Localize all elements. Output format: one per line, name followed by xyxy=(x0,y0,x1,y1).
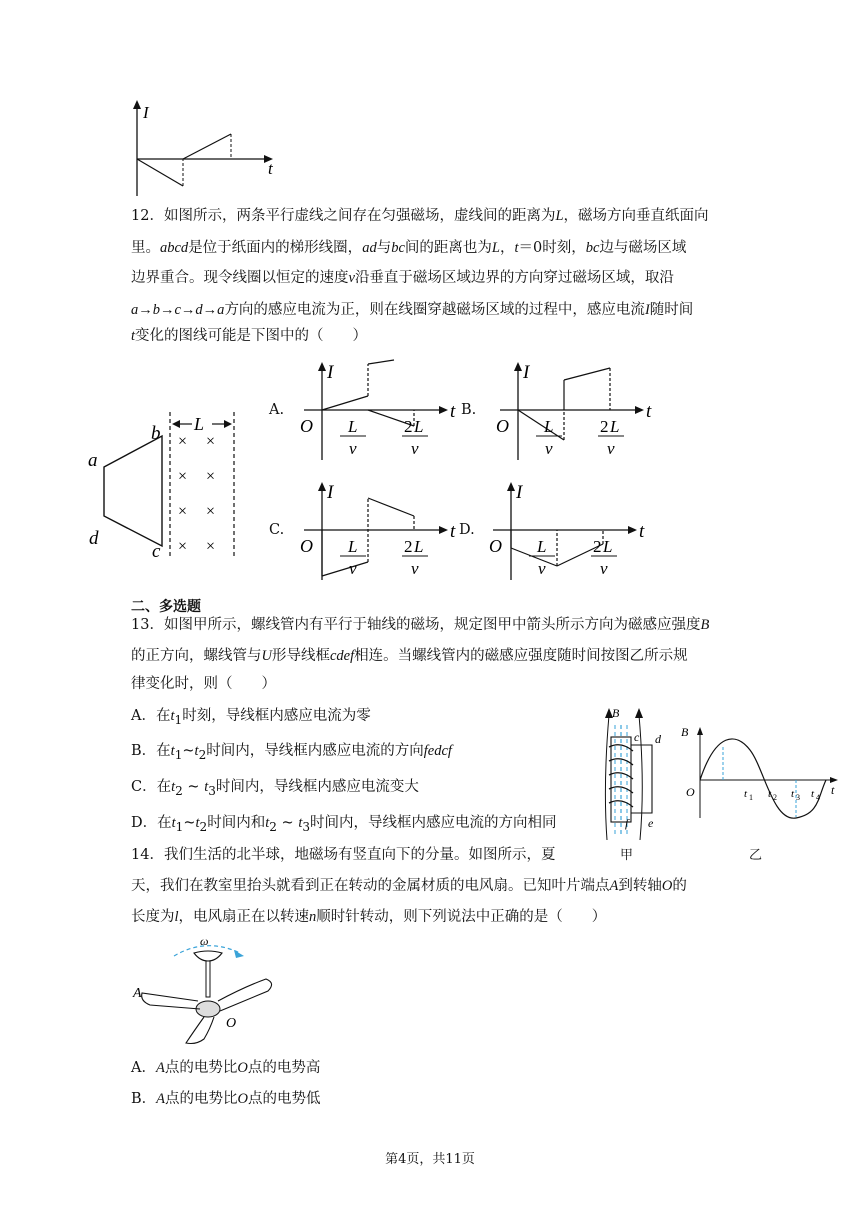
origin-label-O: O xyxy=(489,536,502,556)
svg-text:v: v xyxy=(607,439,615,458)
origin-label-O: O xyxy=(496,416,509,436)
tick-label-L-num: L xyxy=(348,537,358,556)
q14-option-B: B．A点的电势比O点的电势低 xyxy=(131,1091,321,1107)
q13-option-B: B．在$t_1\sim t_2$时间内，导线框内感应电流的方向fedcf xyxy=(131,743,452,762)
svg-text:L: L xyxy=(414,417,424,436)
q14-line2: 天，我们在教室里抬头就看到正在转动的金属材质的电风扇。已知叶片端点A到转轴O的 xyxy=(131,878,687,894)
svg-text:×: × xyxy=(178,538,188,555)
graph-segment xyxy=(322,562,368,576)
tick-label-L-num: L xyxy=(537,537,547,556)
option-label-D: D. xyxy=(459,522,475,538)
tick-label-2L-num: 2 xyxy=(404,537,413,556)
axis-label-I: I xyxy=(327,362,334,383)
q12-line1: 12．如图所示，两条平行虚线之间存在匀强磁场，虚线间的距离为L，磁场方向垂直纸面向 xyxy=(131,208,709,224)
bt-tick-t4: t xyxy=(811,788,815,800)
ceiling-fan-figure xyxy=(130,935,290,1045)
svg-text:v: v xyxy=(349,439,357,458)
svg-text:4: 4 xyxy=(816,793,820,802)
vertex-a: a xyxy=(88,450,98,471)
svg-text:L: L xyxy=(610,417,620,436)
vertex-c: c xyxy=(152,541,161,562)
q12-line4: a→b→c→d→a方向的感应电流为正，则在线圈穿越磁场区域的过程中，感应电流I随时间 xyxy=(131,302,694,318)
tick-label-2L-num: 2 xyxy=(404,417,413,436)
tick-label-2L-num: 2 xyxy=(593,537,602,556)
q13-line3: 律变化时，则（ ） xyxy=(131,676,276,692)
graph-segment xyxy=(368,360,394,364)
q13-line2: 的正方向，螺线管与U形导线框cdef相连。当螺线管内的磁感应强度随时间按图乙所示规 xyxy=(131,648,688,664)
section-heading: 二、多选题 xyxy=(131,598,201,614)
origin-label-O: O xyxy=(300,416,313,436)
graph-segment xyxy=(511,548,557,566)
q12-line2: 里。abcd是位于纸面内的梯形线圈，ad与bc间的距离也为L，t＝0时刻，bc边与磁场区域 xyxy=(131,240,687,256)
bt-tick-t3: t xyxy=(791,788,795,800)
q12-line5: t变化的图线可能是下图中的（ ） xyxy=(131,328,368,344)
axis-label-I: I xyxy=(327,482,334,503)
axis-label-t: t xyxy=(639,521,645,542)
q13-option-C: C．在$t_2$ ~ $t_3$时间内，导线框内感应电流变大 xyxy=(131,779,419,798)
figure-label-jia: 甲 xyxy=(620,848,634,863)
q13-option-A: A．在$t_1$时刻，导线框内感应电流为零 xyxy=(131,708,371,727)
axis-label-t: t xyxy=(450,401,456,422)
graph-segment xyxy=(564,368,610,380)
frame-point-f: f xyxy=(625,816,629,830)
bt-tick-t1: t xyxy=(744,788,748,800)
svg-text:1: 1 xyxy=(749,793,753,802)
svg-text:×: × xyxy=(206,433,216,450)
bt-origin-O: O xyxy=(686,785,695,799)
axis-label-t: t xyxy=(646,401,652,422)
svg-text:3: 3 xyxy=(796,793,800,802)
solenoid-figure-jia xyxy=(585,705,675,865)
axis-label-I: I xyxy=(143,103,149,122)
tick-label-L-num: L xyxy=(348,417,358,436)
axis-label-I: I xyxy=(516,482,523,503)
frame-point-d: d xyxy=(655,732,661,746)
trapezoid-loop-figure xyxy=(88,412,248,562)
frame-point-e: e xyxy=(648,816,654,830)
svg-text:×: × xyxy=(206,503,216,520)
tick-label-L-num: L xyxy=(544,417,554,436)
option-label-A: A. xyxy=(269,402,285,418)
field-label-B: B xyxy=(612,706,620,720)
svg-text:L: L xyxy=(414,537,424,556)
axis-label-t: t xyxy=(268,159,273,178)
origin-label-O: O xyxy=(300,536,313,556)
q13-line1: 13．如图甲所示，螺线管内有平行于轴线的磁场，规定图甲中箭头所示方向为磁感应强度B xyxy=(131,617,710,633)
option-graph-A xyxy=(296,360,466,470)
q12-line3: 边界重合。现令线圈以恒定的速度v沿垂直于磁场区域边界的方向穿过磁场区域，取沿 xyxy=(131,270,674,286)
field-crosses xyxy=(178,433,215,555)
q14-line1: 14．我们生活的北半球，地磁场有竖直向下的分量。如图所示，夏 xyxy=(131,847,556,863)
svg-text:2: 2 xyxy=(773,793,777,802)
svg-text:v: v xyxy=(538,559,546,578)
svg-text:L: L xyxy=(603,537,613,556)
figure-label-yi: 乙 xyxy=(749,848,763,863)
width-label-L: L xyxy=(194,414,205,434)
option-label-C: C. xyxy=(269,522,285,538)
bt-axis-B: B xyxy=(681,725,689,739)
vertex-d: d xyxy=(89,528,99,549)
vertex-b: b xyxy=(151,423,161,444)
page-footer: 第4页，共11页 xyxy=(385,1152,475,1167)
fan-axis-O: O xyxy=(226,1016,237,1031)
svg-text:v: v xyxy=(545,439,553,458)
svg-text:×: × xyxy=(178,468,188,485)
svg-text:v: v xyxy=(600,559,608,578)
bt-axis-t: t xyxy=(831,783,835,797)
q14-line3: 长度为l，电风扇正在以转速n顺时针转动，则下列说法中正确的是（ ） xyxy=(131,909,607,925)
svg-text:×: × xyxy=(178,503,188,520)
svg-text:×: × xyxy=(206,538,216,555)
fan-point-A: A xyxy=(133,986,142,1001)
omega-label: ω xyxy=(200,934,209,948)
tick-label-2L-num: 2 xyxy=(600,417,609,436)
frame-point-c: c xyxy=(634,730,640,744)
graph-segment xyxy=(322,396,368,410)
option-graph-C xyxy=(296,480,466,590)
option-graph-B xyxy=(492,360,662,470)
svg-text:v: v xyxy=(411,559,419,578)
svg-text:v: v xyxy=(411,439,419,458)
q14-option-A: A．A点的电势比O点的电势高 xyxy=(131,1060,321,1076)
svg-text:×: × xyxy=(178,433,188,450)
q13-option-D: D．在$t_1\sim t_2$时间内和$t_2$ ~ $t_3$时间内，导线框内感应电流的方向相同 xyxy=(131,815,557,834)
graph-segment xyxy=(368,498,414,516)
top-it-graph xyxy=(125,98,285,203)
option-graph-D xyxy=(485,480,655,590)
axis-label-I: I xyxy=(523,362,530,383)
bt-tick-t2: t xyxy=(768,788,772,800)
svg-text:×: × xyxy=(206,468,216,485)
option-label-B: B. xyxy=(461,402,477,418)
bt-graph-yi xyxy=(678,722,848,822)
svg-text:v: v xyxy=(349,559,357,578)
axis-label-t: t xyxy=(450,521,456,542)
